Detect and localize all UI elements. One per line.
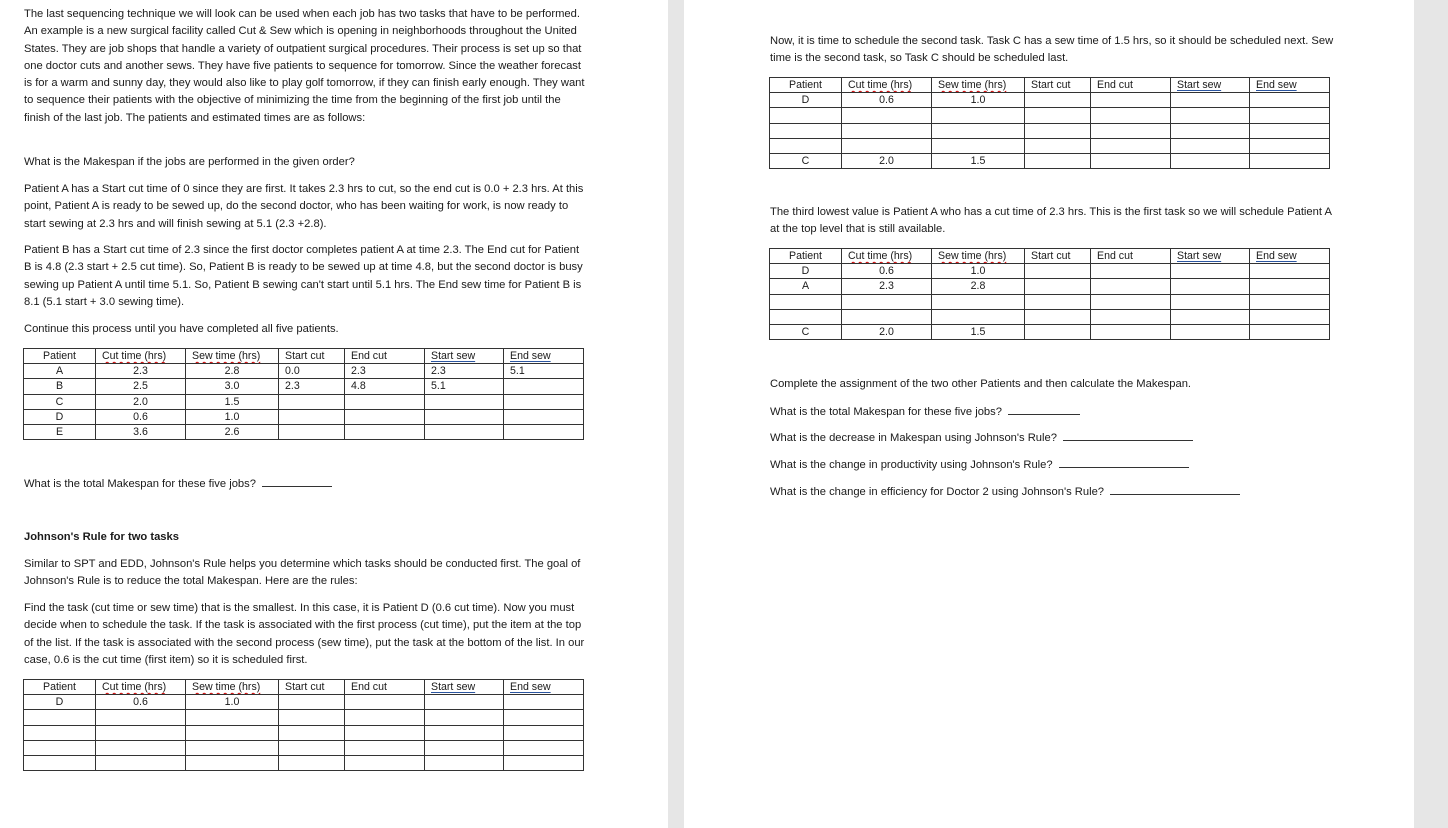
header-cut-time-label: Cut time (hrs) (848, 250, 913, 263)
header-start-cut-label: Start cut (285, 681, 325, 694)
cell-patient[interactable] (24, 725, 96, 740)
cell-start-cut[interactable]: 2.3 (279, 379, 345, 394)
cell-start-sew[interactable] (425, 695, 504, 710)
header-start-cut-label: Start cut (1031, 79, 1071, 92)
cell-start-cut[interactable] (279, 725, 345, 740)
cell-end-sew[interactable] (504, 379, 584, 394)
table-row (770, 153, 1330, 168)
header-end-cut-label: End cut (1097, 79, 1133, 92)
cell-patient[interactable] (770, 294, 842, 309)
cell-patient[interactable]: A (24, 364, 96, 379)
cell-patient[interactable] (24, 755, 96, 770)
cell-start-sew[interactable] (425, 740, 504, 755)
cell-end-cut[interactable] (1091, 309, 1171, 324)
cell-start-cut[interactable] (1025, 93, 1091, 108)
table-row (770, 309, 1330, 324)
johnson-table-step2 (769, 77, 1330, 169)
cell-end-cut[interactable] (1091, 108, 1171, 123)
header-end-cut (1091, 249, 1171, 264)
cell-start-cut[interactable] (279, 394, 345, 409)
cell-cut-time[interactable] (842, 309, 932, 324)
johnson-rule-step: Find the task (cut time or sew time) that is the smallest. In this case, it is Patient D (0.6 cut time). Now you must decide when to schedule the task. If the task is associated with the first process (cut time), put the item at the top of the list. If the task is associated with the second process (sew time), put the task at the bottom of the list. In our case, 0.6 is the cut time (first item) so it is scheduled first. (24, 602, 585, 666)
cell-end-cut[interactable] (345, 394, 425, 409)
page-gutter (668, 0, 684, 828)
cell-sew-time[interactable]: 1.5 (932, 324, 1025, 339)
cell-start-cut[interactable] (1025, 309, 1091, 324)
cell-patient[interactable] (770, 138, 842, 153)
third-task-paragraph: The third lowest value is Patient A who has a cut time of 2.3 hrs. This is the first task so we will schedule Patient A at the top level that is still available. (770, 206, 1332, 236)
header-start-cut-label: Start cut (285, 350, 325, 363)
header-end-sew-label: End sew (510, 350, 551, 363)
cell-sew-time[interactable] (186, 725, 279, 740)
cell-end-sew[interactable] (504, 394, 584, 409)
header-end-sew (504, 349, 584, 364)
header-end-cut (1091, 78, 1171, 93)
header-start-sew-label: Start sew (1177, 79, 1222, 92)
patient-b-paragraph: Patient B has a Start cut time of 2.3 since the first doctor completes patient A at time 2.3. The End cut for Patient B is 4.8 (2.3 start + 2.5 cut time). So, Patient B is ready to be sewed up at time 4.8, but the second doctor is busy sewing up Patient A until time 5.1. So, Patient B sewing can't start until 5.1 hrs. The End sew time for Patient B is 8.1 (5.1 start + 3.0 sewing time). (24, 244, 583, 308)
cell-cut-time[interactable]: 2.3 (96, 364, 186, 379)
cell-sew-time[interactable]: 1.0 (932, 264, 1025, 279)
cell-start-sew[interactable] (1171, 93, 1250, 108)
johnson-rule-heading: Johnson's Rule for two tasks (24, 531, 179, 543)
header-start-sew (425, 680, 504, 695)
cell-start-sew[interactable]: 2.3 (425, 364, 504, 379)
cell-end-sew[interactable] (504, 424, 584, 439)
cell-cut-time[interactable] (842, 138, 932, 153)
answer-blank-change-efficiency[interactable] (1110, 484, 1240, 495)
answer-blank-total-makespan[interactable] (262, 476, 332, 487)
cell-cut-time[interactable]: 3.6 (96, 424, 186, 439)
cell-patient[interactable]: D (770, 264, 842, 279)
header-patient (770, 249, 842, 264)
cell-end-cut[interactable] (1091, 279, 1171, 294)
cell-start-sew[interactable] (425, 725, 504, 740)
cell-start-sew[interactable] (1171, 264, 1250, 279)
cell-end-cut[interactable] (345, 409, 425, 424)
header-patient-label: Patient (789, 79, 822, 92)
header-cut-time (842, 249, 932, 264)
question-total-makespan-johnson-text: What is the total Makespan for these five jobs? (770, 406, 1002, 418)
question-change-efficiency-text: What is the change in efficiency for Doctor 2 using Johnson's Rule? (770, 486, 1105, 498)
cell-sew-time[interactable]: 2.8 (186, 364, 279, 379)
cell-sew-time[interactable]: 3.0 (186, 379, 279, 394)
header-end-sew-label: End sew (510, 681, 551, 694)
cell-start-cut[interactable] (279, 409, 345, 424)
header-start-cut (1025, 78, 1091, 93)
cell-patient[interactable]: C (770, 153, 842, 168)
cell-patient[interactable]: E (24, 424, 96, 439)
question-change-productivity (770, 457, 1189, 472)
cell-patient[interactable] (24, 710, 96, 725)
cell-end-sew[interactable] (504, 755, 584, 770)
answer-blank-total-makespan-johnson[interactable] (1008, 404, 1080, 415)
table-row (770, 324, 1330, 339)
cell-start-sew[interactable] (1171, 309, 1250, 324)
document-page-right (684, 0, 1414, 828)
table-row (24, 755, 584, 770)
cell-end-sew[interactable] (1250, 123, 1330, 138)
cell-start-sew[interactable] (1171, 279, 1250, 294)
table-row (770, 123, 1330, 138)
cell-start-cut[interactable] (1025, 138, 1091, 153)
header-cut-time (96, 349, 186, 364)
table-row (24, 409, 584, 424)
header-end-cut (345, 349, 425, 364)
cell-patient[interactable] (770, 123, 842, 138)
cell-sew-time[interactable] (932, 123, 1025, 138)
question-makespan-given-order: What is the Makespan if the jobs are performed in the given order? (24, 156, 355, 168)
cell-end-sew[interactable] (1250, 279, 1330, 294)
table-header-row (770, 78, 1330, 93)
cell-patient[interactable]: A (770, 279, 842, 294)
cell-patient[interactable]: B (24, 379, 96, 394)
header-end-sew (504, 680, 584, 695)
header-start-sew (1171, 249, 1250, 264)
table-row (770, 108, 1330, 123)
header-sew-time-label: Sew time (hrs) (192, 350, 261, 363)
question-change-efficiency (770, 484, 1240, 499)
cell-start-cut[interactable] (1025, 153, 1091, 168)
cell-patient[interactable] (770, 309, 842, 324)
header-sew-time-label: Sew time (hrs) (938, 79, 1007, 92)
second-task-paragraph: Now, it is time to schedule the second task. Task C has a sew time of 1.5 hrs, so it should be scheduled next. Sew time is the second task, so Task C should be scheduled last. (770, 35, 1334, 65)
cell-patient[interactable]: D (770, 93, 842, 108)
cell-cut-time[interactable] (96, 740, 186, 755)
cell-sew-time[interactable] (932, 108, 1025, 123)
cell-start-cut[interactable] (1025, 123, 1091, 138)
table-row (770, 294, 1330, 309)
cell-end-cut[interactable]: 2.3 (345, 364, 425, 379)
header-start-sew-label: Start sew (431, 681, 476, 694)
header-end-sew-label: End sew (1256, 250, 1297, 263)
cell-start-sew[interactable] (1171, 294, 1250, 309)
cell-cut-time[interactable] (96, 710, 186, 725)
cell-end-cut[interactable] (345, 725, 425, 740)
cell-end-cut[interactable] (1091, 264, 1171, 279)
answer-blank-decrease-makespan[interactable] (1063, 430, 1193, 441)
header-end-cut-label: End cut (1097, 250, 1133, 263)
cell-end-cut[interactable] (1091, 153, 1171, 168)
cell-sew-time[interactable] (186, 755, 279, 770)
header-patient-label: Patient (43, 681, 76, 694)
cell-start-sew[interactable] (425, 409, 504, 424)
table-row (24, 725, 584, 740)
cell-sew-time[interactable]: 1.0 (186, 409, 279, 424)
cell-end-sew[interactable] (1250, 324, 1330, 339)
header-patient (770, 78, 842, 93)
cell-end-cut[interactable] (345, 424, 425, 439)
table-row (24, 364, 584, 379)
cell-sew-time[interactable] (932, 138, 1025, 153)
cell-end-cut[interactable] (345, 740, 425, 755)
cell-sew-time[interactable] (932, 309, 1025, 324)
table-row (24, 695, 584, 710)
header-patient-label: Patient (789, 250, 822, 263)
cell-cut-time[interactable]: 0.6 (96, 695, 186, 710)
cell-cut-time[interactable]: 2.0 (96, 394, 186, 409)
cell-start-cut[interactable] (1025, 279, 1091, 294)
cell-cut-time[interactable]: 2.0 (842, 324, 932, 339)
header-sew-time (932, 78, 1025, 93)
question-total-makespan-johnson (770, 404, 1080, 419)
table-row (770, 138, 1330, 153)
cell-end-cut[interactable]: 4.8 (345, 379, 425, 394)
header-sew-time (186, 349, 279, 364)
cell-patient[interactable] (24, 740, 96, 755)
cell-end-cut[interactable] (345, 695, 425, 710)
cell-end-cut[interactable] (345, 710, 425, 725)
header-patient (24, 680, 96, 695)
cell-cut-time[interactable]: 2.3 (842, 279, 932, 294)
cell-cut-time[interactable]: 2.5 (96, 379, 186, 394)
cell-sew-time[interactable]: 1.0 (932, 93, 1025, 108)
johnson-rule-intro: Similar to SPT and EDD, Johnson's Rule helps you determine which tasks should be conducted first. The goal of Johnson's Rule is to reduce the total Makespan. Here are the rules: (24, 558, 581, 588)
cell-end-cut[interactable] (1091, 93, 1171, 108)
question-change-productivity-text: What is the change in productivity using Johnson's Rule? (770, 459, 1053, 471)
cell-start-cut[interactable] (279, 740, 345, 755)
header-sew-time-label: Sew time (hrs) (192, 681, 261, 694)
header-cut-time-label: Cut time (hrs) (848, 79, 913, 92)
patients-table-given-order (23, 348, 584, 440)
cell-start-cut[interactable] (279, 755, 345, 770)
header-sew-time-label: Sew time (hrs) (938, 250, 1007, 263)
table-header-row (24, 349, 584, 364)
cell-start-cut[interactable] (1025, 108, 1091, 123)
table-header-row (770, 249, 1330, 264)
header-end-sew (1250, 78, 1330, 93)
header-end-cut-label: End cut (351, 350, 387, 363)
cell-end-sew[interactable]: 5.1 (504, 364, 584, 379)
cell-cut-time[interactable] (96, 725, 186, 740)
header-start-cut (1025, 249, 1091, 264)
cell-start-sew[interactable] (1171, 108, 1250, 123)
header-cut-time (842, 78, 932, 93)
cell-start-sew[interactable] (1171, 138, 1250, 153)
cell-end-sew[interactable] (1250, 309, 1330, 324)
header-patient-label: Patient (43, 350, 76, 363)
cell-start-sew[interactable]: 5.1 (425, 379, 504, 394)
table-row (24, 710, 584, 725)
header-start-cut-label: Start cut (1031, 250, 1071, 263)
question-total-makespan-text: What is the total Makespan for these five jobs? (24, 478, 256, 490)
cell-end-sew[interactable] (1250, 153, 1330, 168)
cell-start-sew[interactable] (425, 394, 504, 409)
question-total-makespan (24, 476, 332, 491)
table-row (24, 424, 584, 439)
cell-end-sew[interactable] (504, 740, 584, 755)
header-end-sew-label: End sew (1256, 79, 1297, 92)
header-end-cut-label: End cut (351, 681, 387, 694)
cell-end-sew[interactable] (1250, 294, 1330, 309)
cell-patient[interactable]: C (770, 324, 842, 339)
cell-start-sew[interactable] (425, 424, 504, 439)
question-decrease-makespan-text: What is the decrease in Makespan using Johnson's Rule? (770, 432, 1057, 444)
cell-start-sew[interactable] (425, 710, 504, 725)
cell-sew-time[interactable]: 1.0 (186, 695, 279, 710)
cell-end-sew[interactable] (504, 409, 584, 424)
cell-sew-time[interactable] (186, 740, 279, 755)
intro-paragraph: The last sequencing technique we will look can be used when each job has two tasks that have to be performed. An example is a new surgical facility called Cut & Sew which is opening in neighborhoods throughout the United States. They are job shops that handle a variety of outpatient surgical procedures. Their process is set up so that one doctor cuts and another sews. They have five patients to sequence for tomorrow. Since the weather forecast is for a warm and sunny day, they would also like to play golf tomorrow, if they can finish early enough. They want to sequence their patients with the objective of minimizing the time from the beginning of the first job until the finish of the last job. The patients and estimated times are as follows: (24, 8, 585, 124)
cell-end-sew[interactable] (504, 710, 584, 725)
header-sew-time (932, 249, 1025, 264)
cell-cut-time[interactable] (842, 123, 932, 138)
cell-start-sew[interactable] (1171, 324, 1250, 339)
johnson-table-step1 (23, 679, 584, 771)
cell-start-cut[interactable] (279, 424, 345, 439)
cell-cut-time[interactable]: 2.0 (842, 153, 932, 168)
cell-cut-time[interactable] (96, 755, 186, 770)
cell-start-cut[interactable] (279, 695, 345, 710)
cell-start-cut[interactable] (1025, 264, 1091, 279)
header-start-cut (279, 349, 345, 364)
cell-start-sew[interactable] (1171, 123, 1250, 138)
cell-patient[interactable]: D (24, 695, 96, 710)
cell-start-cut[interactable] (1025, 324, 1091, 339)
cell-start-cut[interactable] (279, 710, 345, 725)
table-row (24, 740, 584, 755)
header-start-cut (279, 680, 345, 695)
cell-end-cut[interactable] (1091, 294, 1171, 309)
header-cut-time (96, 680, 186, 695)
cell-sew-time[interactable]: 2.8 (932, 279, 1025, 294)
cell-end-sew[interactable] (1250, 108, 1330, 123)
cell-sew-time[interactable]: 1.5 (932, 153, 1025, 168)
header-start-sew-label: Start sew (1177, 250, 1222, 263)
table-row (770, 93, 1330, 108)
header-start-sew (1171, 78, 1250, 93)
header-cut-time-label: Cut time (hrs) (102, 681, 167, 694)
johnson-table-step3 (769, 248, 1330, 340)
cell-patient[interactable]: D (24, 409, 96, 424)
header-cut-time-label: Cut time (hrs) (102, 350, 167, 363)
cell-cut-time[interactable]: 0.6 (842, 264, 932, 279)
cell-cut-time[interactable]: 0.6 (842, 93, 932, 108)
cell-sew-time[interactable] (932, 294, 1025, 309)
answer-blank-change-productivity[interactable] (1059, 457, 1189, 468)
cell-sew-time[interactable]: 2.6 (186, 424, 279, 439)
cell-sew-time[interactable]: 1.5 (186, 394, 279, 409)
cell-start-cut[interactable] (1025, 294, 1091, 309)
cell-end-sew[interactable] (1250, 93, 1330, 108)
header-start-sew (425, 349, 504, 364)
header-end-cut (345, 680, 425, 695)
cell-start-sew[interactable] (425, 755, 504, 770)
header-patient (24, 349, 96, 364)
header-end-sew (1250, 249, 1330, 264)
cell-start-cut[interactable]: 0.0 (279, 364, 345, 379)
page-gutter-right (1414, 0, 1448, 828)
complete-assignment-instruction: Complete the assignment of the two other Patients and then calculate the Makespan. (770, 378, 1192, 390)
document-page-left (0, 0, 668, 828)
table-row (24, 379, 584, 394)
cell-start-sew[interactable] (1171, 153, 1250, 168)
cell-end-cut[interactable] (345, 755, 425, 770)
cell-end-sew[interactable] (504, 695, 584, 710)
continue-instruction: Continue this process until you have completed all five patients. (24, 323, 339, 335)
cell-end-cut[interactable] (1091, 138, 1171, 153)
table-row (770, 279, 1330, 294)
cell-patient[interactable] (770, 108, 842, 123)
header-sew-time (186, 680, 279, 695)
cell-cut-time[interactable] (842, 108, 932, 123)
cell-end-sew[interactable] (1250, 138, 1330, 153)
cell-end-cut[interactable] (1091, 123, 1171, 138)
header-start-sew-label: Start sew (431, 350, 476, 363)
table-row (770, 264, 1330, 279)
cell-cut-time[interactable] (842, 294, 932, 309)
cell-sew-time[interactable] (186, 710, 279, 725)
patient-a-paragraph: Patient A has a Start cut time of 0 since they are first. It takes 2.3 hrs to cut, so the end cut is 0.0 + 2.3 hrs. At this point, Patient A is ready to be sewed up, do the second doctor, who has been waiting for work, is now ready to start sewing at 2.3 hrs and will finish sewing at 5.1 (2.3 +2.8). (24, 183, 584, 230)
question-decrease-makespan (770, 430, 1193, 445)
cell-end-cut[interactable] (1091, 324, 1171, 339)
table-row (24, 394, 584, 409)
cell-end-sew[interactable] (1250, 264, 1330, 279)
cell-cut-time[interactable]: 0.6 (96, 409, 186, 424)
cell-end-sew[interactable] (504, 725, 584, 740)
table-header-row (24, 680, 584, 695)
cell-patient[interactable]: C (24, 394, 96, 409)
